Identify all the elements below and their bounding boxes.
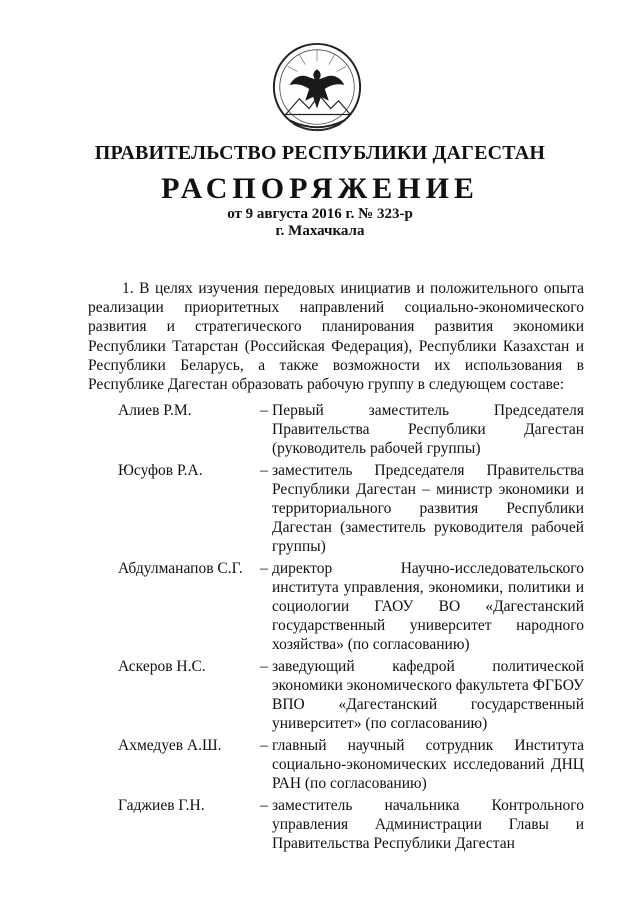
member-name: Юсуфов Р.А. <box>118 462 203 479</box>
member-name: Гаджиев Г.Н. <box>118 797 205 814</box>
member-name: Алиев Р.М. <box>118 402 192 419</box>
dash-separator: – <box>260 462 268 479</box>
member-role: Первый заместитель Председателя Правительства Республики Дагестан (руководитель рабочей группы) <box>272 402 584 457</box>
member-role: заместитель Председателя Правительства Республики Дагестан – министр экономики и территориального развития Республики Дагестан (заместитель руководителя рабочей группы) <box>272 462 584 555</box>
document-city: г. Махачкала <box>275 223 365 239</box>
coat-of-arms-icon <box>268 40 366 138</box>
member-role: директор Научно-исследовательского института управления, экономики, политики и социологии ГАОУ ВО «Дагестанский государственный университет народного хозяйства» (по согласованию) <box>272 560 584 653</box>
dash-separator: – <box>260 402 268 419</box>
member-role: заместитель начальника Контрольного управления Администрации Главы и Правительства Республики Дагестан <box>272 797 584 852</box>
member-name: Абдулманапов С.Г. <box>118 560 243 577</box>
dash-separator: – <box>260 560 268 577</box>
government-title: ПРАВИТЕЛЬСТВО РЕСПУБЛИКИ ДАГЕСТАН <box>94 142 546 164</box>
document-type-title: РАСПОРЯЖЕНИЕ <box>161 172 479 205</box>
list-item <box>118 657 584 733</box>
intro-paragraph: 1. В целях изучения передовых инициатив и положительного опыта реализации приоритетных направлений социально-экономического развития и стратегического планирования развития экономики Республики Татарстан (Российская Федерация), Республики Казахстан и Республики Беларусь, а также возможности их использования в Республике Дагестан образовать рабочую группу в следующем составе: <box>88 280 584 394</box>
dash-separator: – <box>260 737 268 754</box>
dash-separator: – <box>260 797 268 814</box>
list-item <box>118 559 584 654</box>
member-name: Аскеров Н.С. <box>118 658 206 675</box>
working-group-list <box>118 401 584 856</box>
member-name: Ахмедуев А.Ш. <box>118 737 222 754</box>
list-item <box>118 736 584 793</box>
member-role: заведующий кафедрой политической экономики экономического факультета ФГБОУ ВПО «Дагестанский государственный университет» (по согласованию) <box>272 658 584 732</box>
dash-separator: – <box>260 658 268 675</box>
document-date-number: от 9 августа 2016 г. № 323-р <box>227 206 413 222</box>
list-item <box>118 796 584 853</box>
member-role: главный научный сотрудник Института социально-экономических исследований ДНЦ РАН (по согласованию) <box>272 737 584 792</box>
list-item <box>118 401 584 458</box>
list-item <box>118 461 584 556</box>
